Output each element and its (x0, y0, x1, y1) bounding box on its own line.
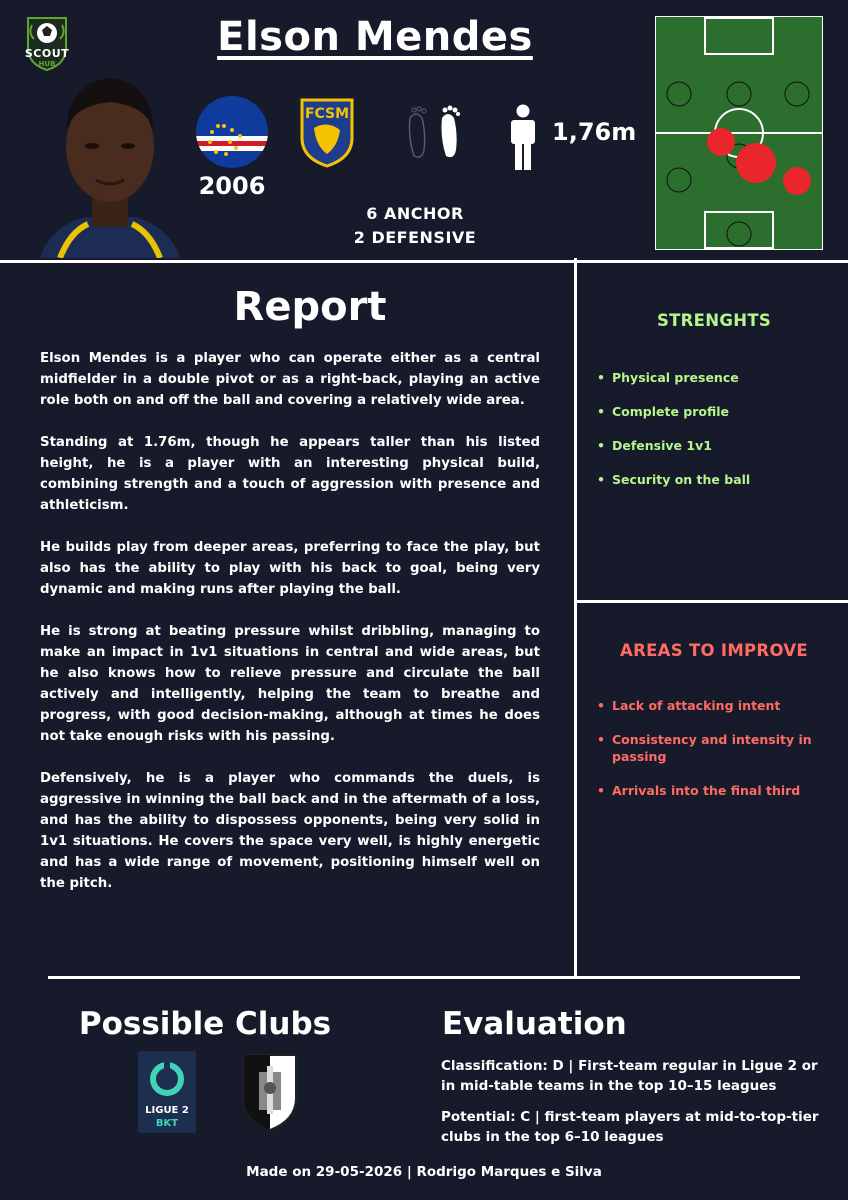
player-photo (40, 62, 180, 258)
possible-clubs-title: Possible Clubs (78, 1006, 332, 1042)
strengths-title: STRENGHTS (656, 311, 772, 330)
improve-item: • Arrivals into the final third (594, 782, 824, 799)
footer-divider (48, 976, 800, 979)
height-person-icon (508, 104, 538, 170)
strengths-list (594, 369, 824, 505)
potential-text: Potential: C | first-team players at mid-to-top-tier clubs in the top 6–10 leagues (441, 1109, 819, 1145)
pitch-heatmap (655, 16, 823, 250)
strength-item: • Complete profile (594, 403, 824, 420)
evaluation-title: Evaluation (442, 1006, 627, 1042)
report-side-divider (574, 258, 577, 976)
report-paragraph: Standing at 1.76m, though he appears taller than his listed height, he is a player with an interesting physical build, combining strength and a touch of aggression with presence and athleticism. (40, 435, 540, 513)
club-badge (300, 98, 354, 168)
report-title: Report (233, 284, 387, 330)
classification-text: Classification: D | First-team regular in Ligue 2 or in mid-table teams in the top 10–15 leagues (441, 1058, 818, 1094)
ligue2-logo (138, 1051, 196, 1133)
report-paragraph: Defensively, he is a player who commands the duels, is aggressive in winning the ball back and in the aftermath of a loss, and has the ability to dispossess opponents, being very solid in 1v1 situations. He covers the space very well, is highly energetic and has a wide range of movement, positioning himself well on the pitch. (40, 771, 540, 891)
ligue2-sponsor: BKT (155, 1118, 179, 1129)
header-divider (0, 260, 848, 263)
logo-subtext: HUB (38, 60, 56, 68)
height-value: 1,76m (552, 118, 637, 146)
vitoria-guimaraes-logo (241, 1052, 299, 1132)
areas-to-improve-list (594, 697, 824, 816)
cape-verde-flag (196, 96, 268, 168)
report-paragraph: He is strong at beating pressure whilst dribbling, managing to make an impact in 1v1 situations in central and wide areas, but he also knows how to relieve pressure and circulate the ball actively and intelligently, helping the team to breathe and progress, with good decision-making, although at times he does not take enough risks with his passing. (40, 624, 540, 744)
improve-item: • Lack of attacking intent (594, 697, 824, 714)
strength-item: • Security on the ball (594, 471, 824, 488)
player-name: Elson Mendes (217, 14, 533, 60)
side-panel-divider (576, 600, 848, 603)
club-badge-text: FCSM (304, 106, 350, 122)
report-body (40, 348, 540, 915)
logo-text: SCOUT (24, 47, 70, 60)
strength-item: • Defensive 1v1 (594, 437, 824, 454)
foot-icon (402, 104, 468, 160)
report-paragraph: He builds play from deeper areas, preferring to face the play, but also has the ability to play with his back to goal, being very dynamic and making runs after playing the ball. (40, 540, 540, 597)
birth-year: 2006 (198, 172, 266, 200)
strength-item: • Physical presence (594, 369, 824, 386)
areas-to-improve-title: AREAS TO IMPROVE (620, 641, 808, 660)
ligue2-text: LIGUE 2 (145, 1105, 189, 1116)
primary-role: 6 ANCHOR (366, 204, 464, 223)
improve-item: • Consistency and intensity in passing (594, 731, 824, 765)
secondary-role: 2 DEFENSIVE (353, 228, 477, 247)
report-paragraph: Elson Mendes is a player who can operate either as a central midfielder in a double pivot or as a right-back, playing an active role both on and off the ball and covering a relatively wide area. (40, 351, 540, 408)
footer-credit: Made on 29-05-2026 | Rodrigo Marques e Silva (246, 1164, 602, 1180)
